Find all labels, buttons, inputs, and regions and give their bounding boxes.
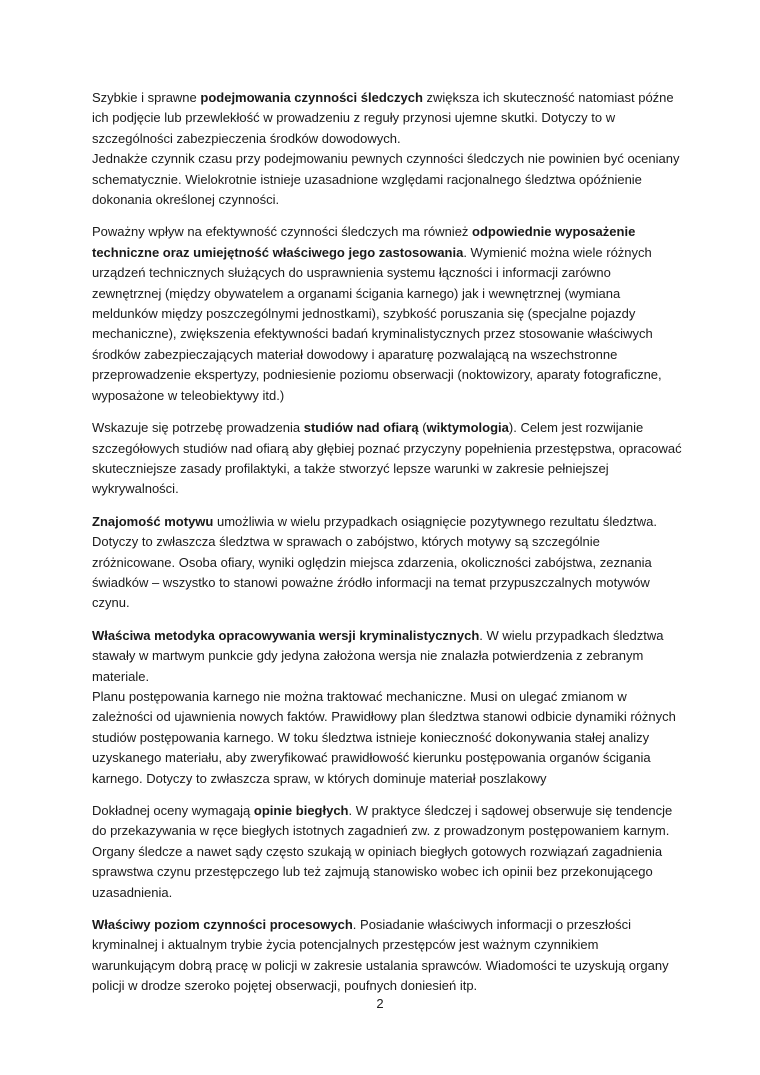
- paragraph-5: [92, 626, 682, 789]
- bold-term: studiów nad ofiarą: [303, 420, 419, 436]
- bold-term: Właściwa metodyka opracowywania wersji kryminalistycznych: [92, 627, 480, 643]
- paragraph-line: [92, 149, 682, 210]
- text-run: . Wymienić można wiele różnych urządzeń technicznych służących do usprawnienia systemu łączności i informacji zarówno zewnętrznej (między obywatelem a organami ścigania karnego) jak i wewnętrznej (wymiana meldunków między poszczególnymi jednostkami), szybkość poruszania się (specjalne pojazdy mechaniczne), zwiększenia efektywności badań kryminalistycznych przez stosowanie właściwych środków zabezpieczających materiał dowodowy i aparaturę pozwalającą na wszechstronne przeprowadzenie ekspertyzy, podniesienie poziomu obserwacji (noktowizory, aparaty fotograficzne, wyposażone w teleobiektywy itd.): [92, 244, 662, 403]
- text-run: . W wielu przypadkach śledztwa stawały w martwym punkcie gdy jedyna założona wersja nie znalazła potwierdzenia z zebranym materiale.: [92, 627, 664, 684]
- text-run: . Posiadanie właściwych informacji o przeszłości kryminalnej i aktualnym trybie życia potencjalnych przestępców jest ważnym czynnikiem warunkującym dobrą pracę w policji w zakresie ustalania sprawców. Wiadomości te uzyskują organy policji w drodze szeroko pojętej obserwacji, poufnych doniesień itp.: [92, 917, 669, 994]
- text-run: Jednakże czynnik czasu przy podejmowaniu pewnych czynności śledczych nie powinien być oceniany schematycznie. Wielokrotnie istnieje uzasadnione względami racjonalnego śledztwa opóźnienie dokonania określonej czynności.: [92, 151, 680, 208]
- paragraph-3: [92, 418, 682, 500]
- paragraph-line: [92, 512, 682, 614]
- text-run: Szybkie i sprawne: [92, 90, 201, 105]
- text-run: umożliwia w wielu przypadkach osiągnięcie pozytywnego rezultatu śledztwa. Dotyczy to zwłaszcza śledztwa w sprawach o zabójstwo, których motywy są szczególnie zróżnicowane. Osoba ofiary, wyniki oględzin miejsca zdarzenia, okoliczności zabójstwa, zeznania świadków – wszystko to stanowi poważne źródło informacji na temat przypuszczalnych motywów czynu.: [92, 513, 658, 611]
- bold-term: odpowiednie wyposażenie techniczne oraz umiejętność właściwego jego zastosowania: [92, 224, 636, 260]
- text-run: Poważny wpływ na efektywność czynności śledczych ma również: [92, 224, 473, 240]
- paragraph-2: [92, 222, 682, 406]
- text-run: (: [418, 420, 427, 436]
- text-run: Wskazuje się potrzebę prowadzenia: [92, 420, 304, 436]
- document-body: [92, 88, 682, 1009]
- paragraph-1: [92, 88, 682, 210]
- paragraph-line: [92, 418, 682, 500]
- paragraph-7: [92, 915, 682, 997]
- paragraph-4: [92, 512, 682, 614]
- bold-term: Znajomość motywu: [92, 513, 214, 529]
- page-number: 2: [376, 996, 384, 1011]
- paragraph-line: [92, 687, 682, 789]
- paragraph-6: [92, 801, 682, 903]
- paragraph-line: [92, 222, 682, 406]
- text-run: ). Celem jest rozwijanie szczegółowych studiów nad ofiarą aby głębiej poznać przyczyny popełnienia przestępstwa, opracować skuteczniejsze zasady profilaktyki, a także stworzyć lepsze warunki w zakresie pełniejszej wykrywalności.: [92, 420, 682, 497]
- bold-term: podejmowania czynności śledczych: [200, 90, 423, 105]
- bold-term: Właściwy poziom czynności procesowych: [92, 917, 353, 933]
- text-run: . W praktyce śledczej i sądowej obserwuje się tendencje do przekazywania w ręce biegłych istotnych zagadnień zw. z prowadzonym postępowaniem karnym. Organy śledcze a nawet sądy często szukają w opiniach biegłych gotowych rozwiązań zagadnienia sprawstwa czynu przestępczego lub też zajmują stanowisko wobec ich opinii bez przekonującego uzasadnienia.: [92, 803, 673, 900]
- paragraph-line: [92, 88, 682, 149]
- bold-term: opinie biegłych: [253, 803, 349, 818]
- paragraph-line: [92, 801, 682, 903]
- text-run: Planu postępowania karnego nie można traktować mechaniczne. Musi on ulegać zmianom w zależności od ujawnienia nowych faktów. Prawidłowy plan śledztwa stanowi odbicie dynamiki różnych studiów postępowania karnego. W toku śledztwa istnieje konieczność dokonywania stałej analizy uzyskanego materiału, aby zweryfikować prawidłowość kierunku postępowania organów ścigania karnego. Dotyczy to zwłaszcza spraw, w których dominuje materiał poszlakowy: [92, 688, 676, 786]
- paragraph-line: [92, 626, 682, 687]
- bold-term: wiktymologia: [426, 420, 509, 436]
- text-run: Dokładnej oceny wymagają: [92, 803, 254, 818]
- text-run: zwiększa ich skuteczność natomiast późne ich podjęcie lub przewlekłość w prowadzeniu z reguły przynosi ujemne skutki. Dotyczy to w szczególności zabezpieczenia środków dowodowych.: [92, 90, 674, 146]
- paragraph-line: [92, 915, 682, 997]
